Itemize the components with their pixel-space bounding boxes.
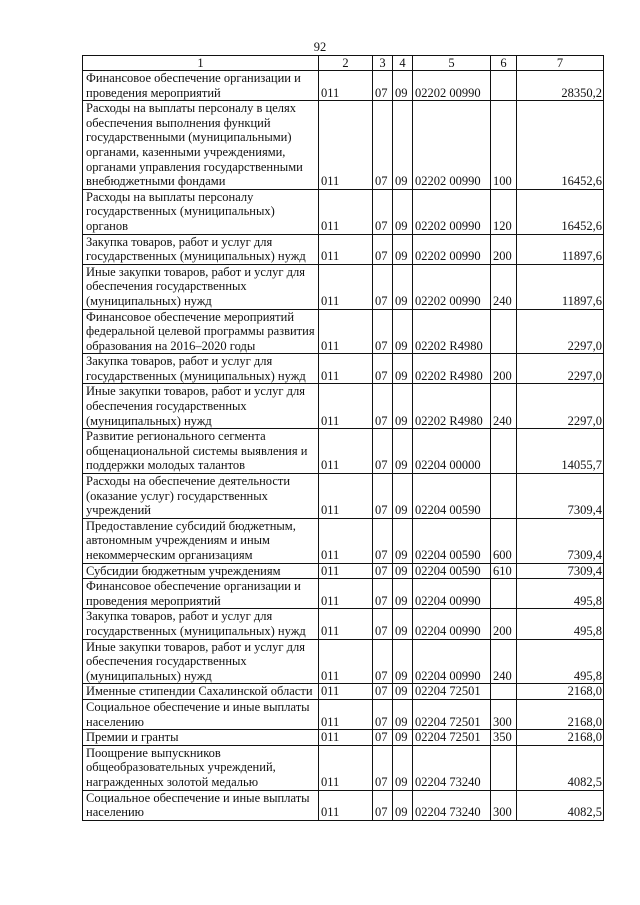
row-section-code: 07 (373, 684, 393, 700)
table-row (83, 609, 604, 639)
row-amount: 2297,0 (517, 354, 604, 384)
row-name: Субсидии бюджетным учреждениям (83, 563, 319, 579)
row-subsection-code: 09 (393, 730, 413, 746)
table-row (83, 309, 604, 354)
row-name: Развитие регионального сегмента общенациональной системы выявления и поддержки молодых талантов (83, 429, 319, 474)
row-expense-type-code: 120 (491, 189, 517, 234)
row-amount: 4082,5 (517, 745, 604, 790)
row-target-item-code: 02204 73240 (413, 790, 491, 820)
row-subsection-code: 09 (393, 639, 413, 684)
row-grbs-code: 011 (319, 384, 373, 429)
row-expense-type-code (491, 579, 517, 609)
row-section-code: 07 (373, 309, 393, 354)
column-header: 6 (491, 56, 517, 71)
row-section-code: 07 (373, 189, 393, 234)
row-name: Финансовое обеспечение организации и проведения мероприятий (83, 71, 319, 101)
row-expense-type-code: 240 (491, 264, 517, 309)
row-target-item-code: 02204 00590 (413, 474, 491, 519)
row-section-code: 07 (373, 101, 393, 190)
row-subsection-code: 09 (393, 579, 413, 609)
row-grbs-code: 011 (319, 354, 373, 384)
row-grbs-code: 011 (319, 264, 373, 309)
row-section-code: 07 (373, 745, 393, 790)
row-name: Расходы на обеспечение деятельности (оказание услуг) государственных учреждений (83, 474, 319, 519)
row-subsection-code: 09 (393, 264, 413, 309)
row-section-code: 07 (373, 354, 393, 384)
row-grbs-code: 011 (319, 730, 373, 746)
row-expense-type-code: 600 (491, 518, 517, 563)
column-header: 3 (373, 56, 393, 71)
row-expense-type-code: 610 (491, 563, 517, 579)
row-amount: 7309,4 (517, 518, 604, 563)
row-subsection-code: 09 (393, 474, 413, 519)
row-grbs-code: 011 (319, 563, 373, 579)
row-grbs-code: 011 (319, 609, 373, 639)
row-section-code: 07 (373, 609, 393, 639)
row-amount: 11897,6 (517, 234, 604, 264)
table-row (83, 518, 604, 563)
row-section-code: 07 (373, 563, 393, 579)
row-target-item-code: 02202 00990 (413, 234, 491, 264)
row-amount: 16452,6 (517, 189, 604, 234)
row-amount: 2297,0 (517, 309, 604, 354)
row-amount: 7309,4 (517, 474, 604, 519)
row-name: Именные стипендии Сахалинской области (83, 684, 319, 700)
row-section-code: 07 (373, 264, 393, 309)
table-row (83, 354, 604, 384)
table-header-row (83, 56, 604, 71)
row-amount: 4082,5 (517, 790, 604, 820)
row-subsection-code: 09 (393, 699, 413, 729)
row-subsection-code: 09 (393, 790, 413, 820)
table-row (83, 429, 604, 474)
row-subsection-code: 09 (393, 71, 413, 101)
row-name: Иные закупки товаров, работ и услуг для обеспечения государственных (муниципальных) нужд (83, 384, 319, 429)
table-row (83, 384, 604, 429)
row-section-code: 07 (373, 71, 393, 101)
column-header: 1 (83, 56, 319, 71)
row-target-item-code: 02204 00590 (413, 563, 491, 579)
row-section-code: 07 (373, 384, 393, 429)
row-name: Финансовое обеспечение организации и проведения мероприятий (83, 579, 319, 609)
table-row (83, 101, 604, 190)
row-subsection-code: 09 (393, 518, 413, 563)
row-amount: 28350,2 (517, 71, 604, 101)
row-target-item-code: 02202 00990 (413, 264, 491, 309)
row-name: Закупка товаров, работ и услуг для государственных (муниципальных) нужд (83, 234, 319, 264)
row-name: Социальное обеспечение и иные выплаты населению (83, 790, 319, 820)
row-grbs-code: 011 (319, 639, 373, 684)
row-name: Поощрение выпускников общеобразовательных учреждений, награжденных золотой медалью (83, 745, 319, 790)
row-target-item-code: 02204 72501 (413, 684, 491, 700)
row-target-item-code: 02204 00990 (413, 639, 491, 684)
table-row (83, 474, 604, 519)
row-expense-type-code: 200 (491, 609, 517, 639)
row-grbs-code: 011 (319, 429, 373, 474)
row-expense-type-code: 240 (491, 384, 517, 429)
row-section-code: 07 (373, 699, 393, 729)
row-target-item-code: 02204 00000 (413, 429, 491, 474)
row-amount: 2297,0 (517, 384, 604, 429)
row-expense-type-code: 200 (491, 234, 517, 264)
row-grbs-code: 011 (319, 684, 373, 700)
row-target-item-code: 02204 73240 (413, 745, 491, 790)
row-grbs-code: 011 (319, 699, 373, 729)
row-expense-type-code (491, 684, 517, 700)
row-expense-type-code: 300 (491, 790, 517, 820)
row-name: Закупка товаров, работ и услуг для государственных (муниципальных) нужд (83, 354, 319, 384)
row-subsection-code: 09 (393, 684, 413, 700)
budget-table (82, 55, 604, 821)
row-amount: 7309,4 (517, 563, 604, 579)
row-name: Расходы на выплаты персоналу государственных (муниципальных) органов (83, 189, 319, 234)
row-subsection-code: 09 (393, 745, 413, 790)
row-grbs-code: 011 (319, 790, 373, 820)
row-amount: 11897,6 (517, 264, 604, 309)
row-subsection-code: 09 (393, 189, 413, 234)
column-header: 4 (393, 56, 413, 71)
row-name: Расходы на выплаты персоналу в целях обеспечения выполнения функций государственными (муниципальными) органами, казенными учреждениями, органами управления государственными внебюджетными фондами (83, 101, 319, 190)
row-name: Премии и гранты (83, 730, 319, 746)
row-grbs-code: 011 (319, 745, 373, 790)
row-subsection-code: 09 (393, 429, 413, 474)
row-target-item-code: 02202 R4980 (413, 384, 491, 429)
column-header: 2 (319, 56, 373, 71)
table-row (83, 639, 604, 684)
row-amount: 2168,0 (517, 699, 604, 729)
row-amount: 495,8 (517, 609, 604, 639)
row-grbs-code: 011 (319, 101, 373, 190)
row-expense-type-code: 240 (491, 639, 517, 684)
row-grbs-code: 011 (319, 189, 373, 234)
row-grbs-code: 011 (319, 474, 373, 519)
table-row (83, 790, 604, 820)
row-name: Иные закупки товаров, работ и услуг для обеспечения государственных (муниципальных) нужд (83, 264, 319, 309)
row-target-item-code: 02202 00990 (413, 101, 491, 190)
row-amount: 495,8 (517, 639, 604, 684)
row-subsection-code: 09 (393, 234, 413, 264)
row-subsection-code: 09 (393, 309, 413, 354)
row-expense-type-code (491, 429, 517, 474)
page-number: 92 (313, 40, 327, 54)
row-amount: 16452,6 (517, 101, 604, 190)
row-name: Социальное обеспечение и иные выплаты населению (83, 699, 319, 729)
row-expense-type-code: 350 (491, 730, 517, 746)
row-expense-type-code: 300 (491, 699, 517, 729)
row-section-code: 07 (373, 639, 393, 684)
row-name: Иные закупки товаров, работ и услуг для обеспечения государственных (муниципальных) нужд (83, 639, 319, 684)
row-subsection-code: 09 (393, 354, 413, 384)
row-target-item-code: 02202 R4980 (413, 309, 491, 354)
row-expense-type-code: 200 (491, 354, 517, 384)
row-subsection-code: 09 (393, 101, 413, 190)
row-target-item-code: 02202 00990 (413, 189, 491, 234)
table-row (83, 234, 604, 264)
row-amount: 495,8 (517, 579, 604, 609)
row-target-item-code: 02204 00590 (413, 518, 491, 563)
row-name: Финансовое обеспечение мероприятий федеральной целевой программы развития образования на 2016–2020 годы (83, 309, 319, 354)
table-row (83, 71, 604, 101)
row-target-item-code: 02204 00990 (413, 579, 491, 609)
table-row (83, 730, 604, 746)
row-target-item-code: 02202 R4980 (413, 354, 491, 384)
row-section-code: 07 (373, 579, 393, 609)
row-section-code: 07 (373, 429, 393, 474)
row-section-code: 07 (373, 234, 393, 264)
table-row (83, 579, 604, 609)
row-subsection-code: 09 (393, 609, 413, 639)
row-section-code: 07 (373, 730, 393, 746)
row-expense-type-code (491, 71, 517, 101)
row-target-item-code: 02204 72501 (413, 730, 491, 746)
table-row (83, 745, 604, 790)
row-amount: 2168,0 (517, 684, 604, 700)
row-target-item-code: 02202 00990 (413, 71, 491, 101)
row-subsection-code: 09 (393, 384, 413, 429)
column-header: 7 (517, 56, 604, 71)
row-subsection-code: 09 (393, 563, 413, 579)
row-grbs-code: 011 (319, 579, 373, 609)
table-row (83, 189, 604, 234)
row-name: Предоставление субсидий бюджетным, автономным учреждениям и иным некоммерческим организациям (83, 518, 319, 563)
row-grbs-code: 011 (319, 71, 373, 101)
table-row (83, 684, 604, 700)
row-section-code: 07 (373, 790, 393, 820)
row-grbs-code: 011 (319, 309, 373, 354)
row-expense-type-code (491, 745, 517, 790)
row-grbs-code: 011 (319, 518, 373, 563)
row-grbs-code: 011 (319, 234, 373, 264)
row-expense-type-code (491, 474, 517, 519)
table-row (83, 264, 604, 309)
row-section-code: 07 (373, 518, 393, 563)
row-section-code: 07 (373, 474, 393, 519)
table-row (83, 699, 604, 729)
row-expense-type-code (491, 309, 517, 354)
table-row (83, 563, 604, 579)
row-target-item-code: 02204 00990 (413, 609, 491, 639)
row-expense-type-code: 100 (491, 101, 517, 190)
column-header: 5 (413, 56, 491, 71)
row-amount: 14055,7 (517, 429, 604, 474)
row-amount: 2168,0 (517, 730, 604, 746)
row-target-item-code: 02204 72501 (413, 699, 491, 729)
row-name: Закупка товаров, работ и услуг для государственных (муниципальных) нужд (83, 609, 319, 639)
